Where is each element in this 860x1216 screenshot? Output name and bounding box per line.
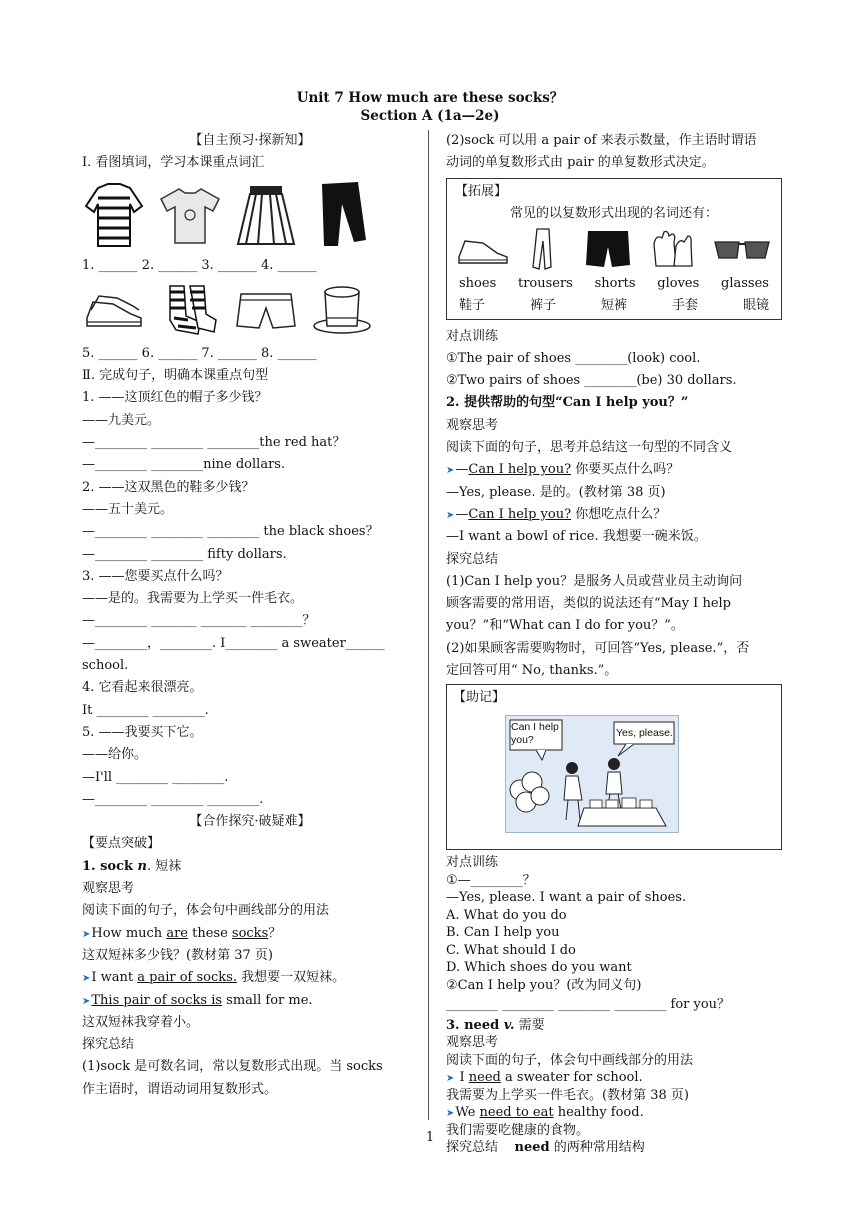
summary-text: you？”和“What can I do for you？”。 <box>446 618 684 634</box>
practice-question[interactable]: ①—________？ <box>446 872 536 888</box>
item-chinese: 眼镜 <box>742 298 769 314</box>
keypoint-3-summary: 探究总结 need 的两种常用结构 <box>446 1140 645 1156</box>
part2-heading: Ⅱ. 完成句子，明确本课重点句型 <box>82 368 269 384</box>
question-2-answer-cn: ——五十美元。 <box>82 501 174 517</box>
trousers-icon <box>527 227 567 271</box>
question-1-blank-a[interactable]: —________ ________ ________the red hat？ <box>82 435 346 451</box>
practice-rewrite-prompt: ②Can I help you？(改为同义句) <box>446 977 642 993</box>
black-trousers-icon <box>310 179 374 251</box>
keypoint-1-instruction: 阅读下面的句子，体会句中画线部分的用法 <box>82 903 330 919</box>
blank-row-1[interactable]: 1. ______ 2. ______ 3. ______ 4. ______ <box>82 257 317 273</box>
summary-text: (2)sock 可以用 a pair of 来表示数量，作主语时谓语 <box>446 133 757 148</box>
cooperate-heading: 【合作探究·破疑难】 <box>189 814 311 830</box>
question-3-answer-cn: ——是的。我需要为上学买一件毛衣。 <box>82 591 304 607</box>
item-english: shorts <box>594 276 636 292</box>
memory-aid-box <box>446 684 782 850</box>
question-1-answer-cn: ——九美元。 <box>82 412 161 428</box>
option-b[interactable]: B. Can I help you <box>446 925 560 941</box>
arrow-icon: ➤ <box>446 1073 455 1085</box>
example-sentence: ➤How much are these socks？ <box>82 925 282 941</box>
shorts-item-icon <box>584 229 632 269</box>
preview-heading: 【自主预习·探新知】 <box>189 133 311 148</box>
example-sentence: —I want a bowl of rice. 我想要一碗米饭。 <box>446 529 707 545</box>
observe-label: 观察思考 <box>446 1035 499 1051</box>
example-sentence: ➤ I need a sweater for school. <box>446 1070 643 1086</box>
keypoint-3-title: 3. need v. 需要 <box>446 1017 545 1033</box>
question-2-blank-a[interactable]: —________ ________ ________ the black shoes？ <box>82 524 379 540</box>
practice-item-2[interactable]: ②Two pairs of shoes ________(be) 30 dollars. <box>446 373 737 389</box>
example-sentence: ➤—Can I help you? 你要买点什么吗？ <box>446 462 680 478</box>
arrow-icon: ➤ <box>82 973 91 985</box>
option-a[interactable]: A. What do you do <box>446 907 567 923</box>
option-c[interactable]: C. What should I do <box>446 942 576 958</box>
question-4-blank[interactable]: It ________ ________. <box>82 702 209 718</box>
summary-text: 顾客需要的常用语，类似的说法还有“May I help <box>446 596 731 612</box>
section-title: Section A (1a—2e) <box>360 108 500 124</box>
shop-scene-illustration <box>505 715 679 833</box>
top-hat-icon <box>310 282 374 338</box>
item-chinese: 裤子 <box>529 298 556 314</box>
extension-pictures <box>455 225 773 273</box>
summary-text: 定回答可用“ No, thanks.”。 <box>446 663 618 679</box>
item-english: glasses <box>721 276 769 292</box>
arrow-icon: ➤ <box>446 465 455 477</box>
observe-label: 观察思考 <box>446 417 499 433</box>
speech-bubble-left: Can I help you? <box>511 721 559 747</box>
speech-bubble-right: Yes, please. <box>616 727 673 740</box>
item-english: trousers <box>517 276 573 292</box>
practice-response: —Yes, please. I want a pair of shoes. <box>446 890 687 906</box>
keypoint-1-word: 1. sock <box>82 858 138 874</box>
summary-label: 探究总结 <box>446 551 499 567</box>
keypoint-1-pos: n <box>137 858 147 874</box>
question-2-blank-b[interactable]: —________ ________ fifty dollars. <box>82 546 287 562</box>
keypoint-2-title: 2. 提供帮助的句型“Can I help you？” <box>446 395 689 411</box>
question-5-prompt: 5. ——我要买下它。 <box>82 724 203 740</box>
item-english: gloves <box>657 276 700 292</box>
summary-label: 探究总结 <box>82 1037 135 1053</box>
unit-title: Unit 7 How much are these socks？ <box>296 90 564 106</box>
item-chinese: 手套 <box>671 298 698 314</box>
sweater-icon <box>82 179 146 251</box>
left-column <box>82 130 418 1101</box>
question-2-prompt: 2. ——这双黑色的鞋多少钱？ <box>82 479 255 495</box>
option-d[interactable]: D. Which shoes do you want <box>446 960 632 976</box>
keypoint-2-instruction: 阅读下面的句子，思考并总结这一句型的不同含义 <box>446 440 733 456</box>
observe-label: 观察思考 <box>82 881 135 897</box>
summary-text: 动词的单复数形式由 pair 的单复数形式决定。 <box>446 155 715 171</box>
shorts-icon <box>234 282 298 338</box>
keypoint-1-meaning: . 短袜 <box>147 858 182 874</box>
question-1-prompt: 1. ——这顶红色的帽子多少钱？ <box>82 390 268 406</box>
practice-label: 对点训练 <box>446 328 499 344</box>
page-number: 1 <box>425 1130 435 1145</box>
part1-heading: Ⅰ. 看图填词，学习本课重点词汇 <box>82 155 265 171</box>
question-5-blank-b[interactable]: —________ ________ ________. <box>82 791 264 807</box>
arrow-icon: ➤ <box>82 928 91 940</box>
skirt-icon <box>234 179 298 251</box>
summary-text: (1)sock 是可数名词，常以复数形式出现。当 socks <box>82 1059 383 1075</box>
striped-socks-icon <box>158 282 222 338</box>
extension-box <box>446 178 782 320</box>
clothing-pictures-row1 <box>82 175 418 255</box>
question-5-answer-cn: ——给你。 <box>82 747 148 763</box>
practice-item-1[interactable]: ①The pair of shoes ________(look) cool. <box>446 350 701 366</box>
key-points-heading: 【要点突破】 <box>82 836 161 852</box>
question-1-blank-b[interactable]: —________ ________nine dollars. <box>82 457 286 473</box>
question-5-blank-a[interactable]: —I'll ________ ________. <box>82 769 229 785</box>
example-translation: 这双短袜多少钱？(教材第 37 页) <box>82 947 273 963</box>
practice-label: 对点训练 <box>446 855 499 871</box>
tshirt-icon <box>158 179 222 251</box>
extension-english-row <box>455 273 773 295</box>
summary-text: 作主语时，谓语动词用复数形式。 <box>82 1081 278 1097</box>
keypoint-3-instruction: 阅读下面的句子，体会句中画线部分的用法 <box>446 1052 694 1068</box>
question-3-prompt: 3. ——您要买点什么吗？ <box>82 568 229 584</box>
example-sentence: ➤—Can I help you? 你想吃点什么？ <box>446 506 667 522</box>
right-column <box>446 130 782 1157</box>
item-chinese: 鞋子 <box>459 298 486 314</box>
question-3-blank-b[interactable]: —________，________. I________ a sweater______ <box>82 635 385 651</box>
question-3-blank-a[interactable]: —________ _______ _______ ________？ <box>82 613 316 629</box>
item-chinese: 短裤 <box>600 298 627 314</box>
example-translation: 这双短袜我穿着小。 <box>82 1014 200 1030</box>
example-sentence: ➤This pair of socks is small for me. <box>82 992 313 1008</box>
example-sentence: ➤We need to eat healthy food. <box>446 1105 644 1121</box>
extension-chinese-row <box>455 295 773 317</box>
extension-heading: 【拓展】 <box>455 183 508 199</box>
summary-text: (1)Can I help you？是服务人员或营业员主动询问 <box>446 573 743 589</box>
clothing-pictures-row2 <box>82 277 418 343</box>
arrow-icon: ➤ <box>446 509 455 521</box>
question-4-prompt: 4. 它看起来很漂亮。 <box>82 680 203 696</box>
arrow-icon: ➤ <box>82 995 91 1007</box>
summary-text: (2)如果顾客需要购物时，可回答“Yes, please.”，否 <box>446 640 750 656</box>
sneakers-icon <box>82 282 146 338</box>
item-english: shoes <box>459 276 497 292</box>
keypoint-1-title <box>82 856 418 878</box>
question-3-blank-c: school. <box>82 658 129 674</box>
shoes-icon <box>457 229 509 269</box>
glasses-icon <box>713 234 771 264</box>
example-sentence: ➤I want a pair of socks. 我想要一双短袜。 <box>82 970 346 986</box>
example-sentence: —Yes, please. 是的。(教材第 38 页) <box>446 484 666 500</box>
blank-row-2[interactable]: 5. ______ 6. ______ 7. ______ 8. ______ <box>82 345 317 361</box>
memory-aid-heading: 【助记】 <box>453 690 506 706</box>
example-translation: 我们需要吃健康的食物。 <box>446 1122 590 1138</box>
column-divider <box>428 130 429 1120</box>
arrow-icon: ➤ <box>446 1108 455 1120</box>
example-translation: 我需要为上学买一件毛衣。(教材第 38 页) <box>446 1087 689 1103</box>
extension-intro: 常见的以复数形式出现的名词还有： <box>509 205 718 221</box>
practice-rewrite-blank[interactable]: ________ ________ ________ ________ for you？ <box>446 997 731 1013</box>
gloves-icon <box>650 228 696 270</box>
